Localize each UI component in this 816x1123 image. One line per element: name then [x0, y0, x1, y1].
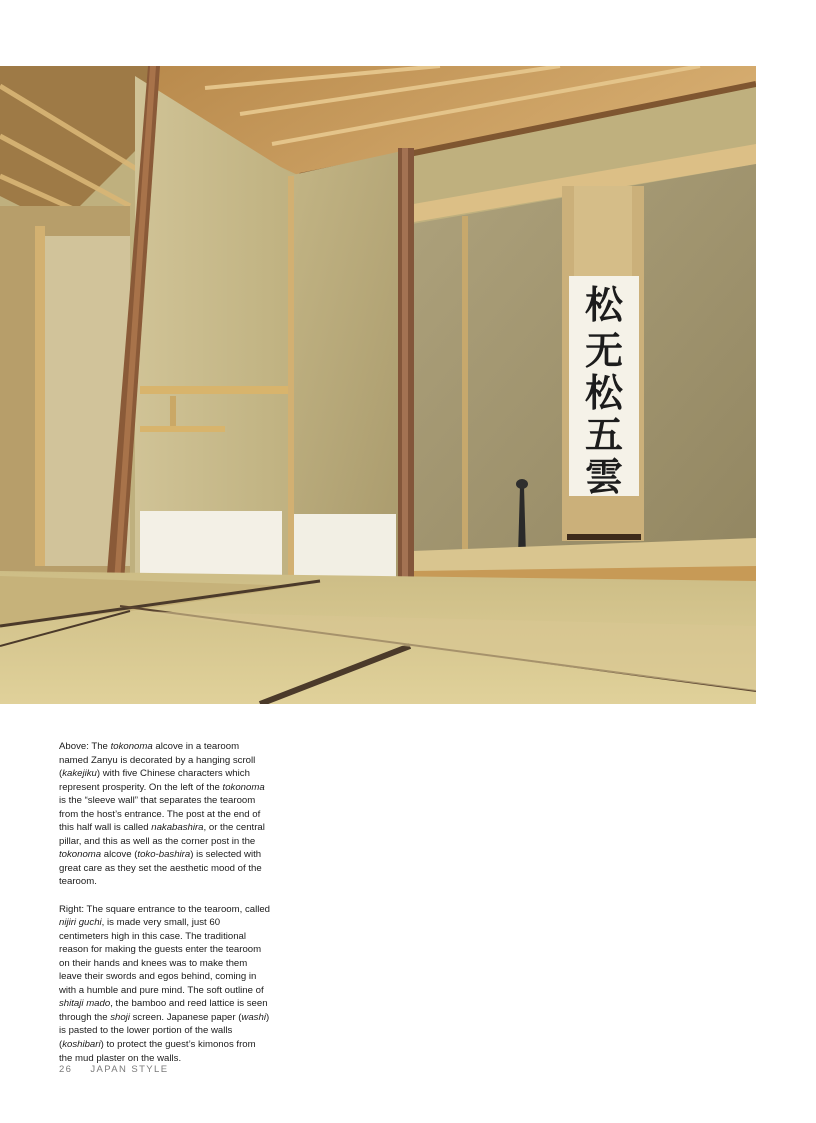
tearoom-photo — [0, 66, 756, 704]
caption-text: Above: The — [59, 741, 111, 752]
caption-term: nijiri guchi — [59, 917, 102, 929]
caption-term: kakejiku — [62, 768, 97, 780]
svg-text:无: 无 — [584, 328, 624, 373]
page-footer — [59, 1064, 168, 1075]
svg-text:雲: 雲 — [584, 454, 624, 499]
photo-caption — [59, 740, 271, 1079]
caption-right — [59, 903, 271, 1066]
caption-term: washi — [241, 1011, 266, 1023]
caption-term: tokonoma — [222, 781, 265, 793]
caption-term: koshibari — [62, 1038, 101, 1050]
caption-above — [59, 740, 271, 889]
caption-term: shitaji mado — [59, 998, 111, 1010]
caption-text: alcove in a tearoom named Zanyu is decorated by a hanging scroll ( — [59, 741, 256, 780]
caption-text: ) is selected with great care as they set the aesthetic mood of the tearoom. — [59, 849, 262, 888]
caption-text: ) with five Chinese characters which represent prosperity. On the left of the — [59, 768, 250, 793]
caption-term: nakabashira — [151, 822, 204, 834]
caption-text: Right: The square entrance to the tearoom, called — [59, 903, 271, 915]
caption-term: toko-bashira — [137, 849, 191, 861]
caption-term: shoji — [110, 1011, 130, 1023]
running-title: JAPAN STYLE — [90, 1064, 169, 1075]
caption-text: screen. Japanese paper ( — [129, 1011, 242, 1023]
caption-term: tokonoma — [110, 741, 153, 752]
caption-text: is the “sleeve wall” that separates the tearoom from the host’s entrance. The post at the end of this half wall is called — [59, 795, 261, 834]
page-number: 26 — [59, 1064, 73, 1075]
caption-text: , or the central pillar, and this as well as the corner post in the — [59, 822, 265, 847]
caption-text: , is made very small, just 60 centimeters high in this case. The traditional reason for making the guests enter the tearoom on their hands and knees was to make them leave their swords and egos behind, coming in with a humble and pure mind. The soft outline of — [59, 917, 264, 996]
caption-text: , the bamboo and reed lattice is seen through the — [59, 998, 268, 1023]
svg-text:五: 五 — [584, 412, 624, 457]
svg-text:松: 松 — [584, 282, 624, 327]
caption-term: tokonoma — [59, 849, 102, 861]
caption-text: ) to protect the guest’s kimonos from the mud plaster on the walls. — [59, 1038, 256, 1064]
svg-text:松: 松 — [584, 370, 624, 415]
caption-text: alcove ( — [101, 849, 138, 861]
caption-text: ) is pasted to the lower portion of the walls ( — [59, 1011, 270, 1050]
